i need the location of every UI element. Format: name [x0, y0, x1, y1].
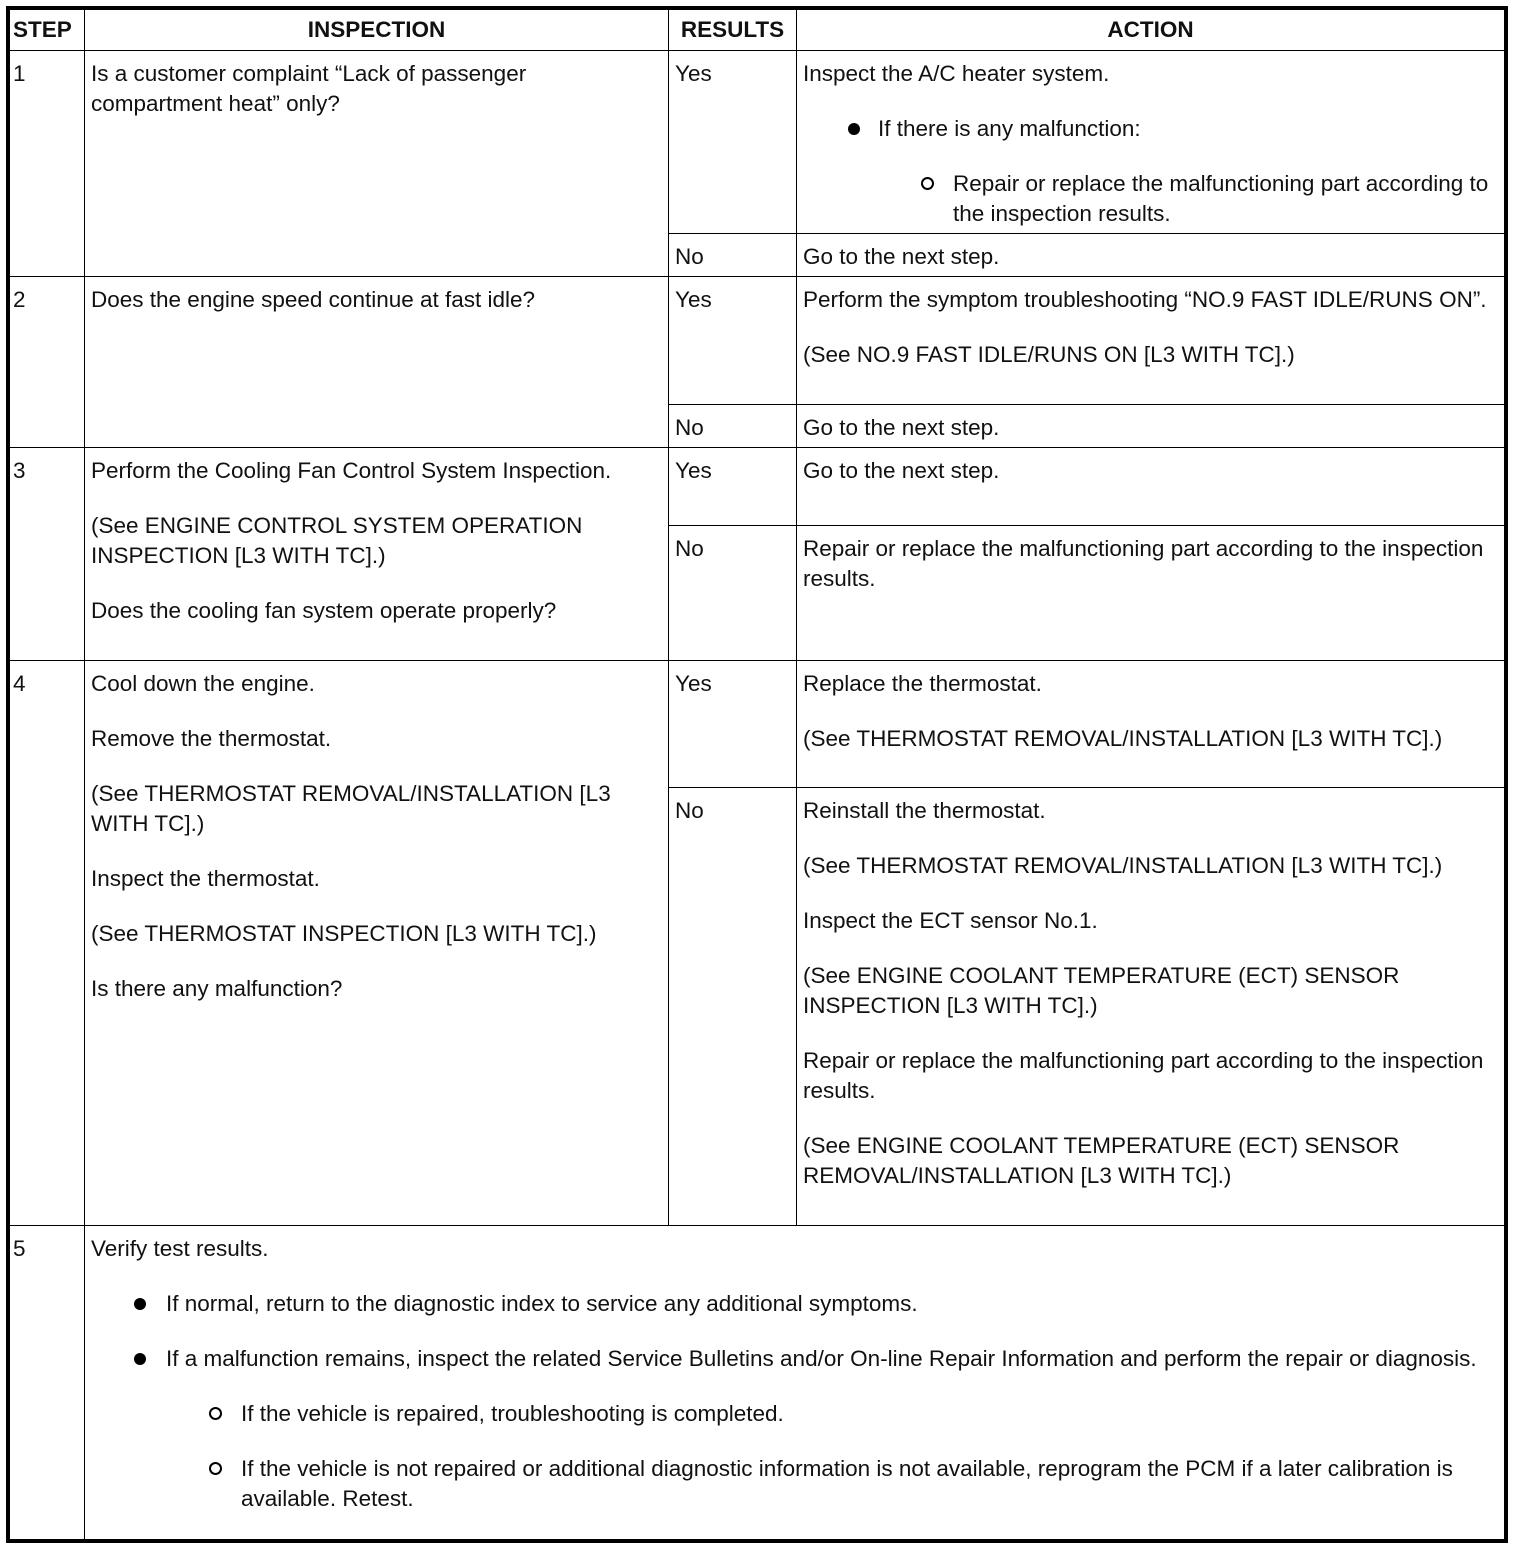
sub-bullet-text: If the vehicle is repaired, troubleshooting is completed.: [241, 1401, 784, 1426]
diagnostic-table-document: [6, 6, 1508, 1543]
result-no: No: [669, 234, 797, 277]
bullet-circle-icon: [921, 177, 934, 190]
action-text: Repair or replace the malfunctioning part according to the inspection results.: [803, 536, 1484, 591]
inspection-cell: [85, 277, 669, 448]
inspection-cell: [85, 51, 669, 277]
sub-bullet-text: If the vehicle is not repaired or additional diagnostic information is not available, reprogram the PCM if a later calibration is available. Retest.: [241, 1456, 1453, 1511]
action-text: Perform the symptom troubleshooting “NO.9 FAST IDLE/RUNS ON”.: [803, 287, 1487, 312]
action-text: Go to the next step.: [797, 234, 1505, 277]
table-row: [10, 661, 1505, 788]
inspection-text: Does the engine speed continue at fast idle?: [91, 287, 536, 312]
action-reference: (See THERMOSTAT REMOVAL/INSTALLATION [L3 WITH TC].): [803, 853, 1443, 878]
action-text: Go to the next step.: [803, 458, 1000, 483]
action-cell: [797, 448, 1505, 526]
bullet-circle-icon: [209, 1462, 222, 1475]
action-reference: (See ENGINE COOLANT TEMPERATURE (ECT) SENSOR REMOVAL/INSTALLATION [L3 WITH TC].): [803, 1133, 1400, 1188]
inspection-text: Inspect the thermostat.: [91, 866, 320, 891]
troubleshooting-table: [9, 9, 1505, 1540]
action-cell: [797, 277, 1505, 405]
step-number: 5: [10, 1226, 85, 1540]
bullet-text: If a malfunction remains, inspect the related Service Bulletins and/or On-line Repair Information and perform the repair or diagnosis.: [166, 1346, 1477, 1371]
bullet-item: [91, 1344, 1498, 1374]
result-yes: Yes: [669, 448, 797, 526]
header-action: ACTION: [797, 10, 1505, 51]
action-reference: (See ENGINE COOLANT TEMPERATURE (ECT) SENSOR INSPECTION [L3 WITH TC].): [803, 963, 1400, 1018]
action-cell: [797, 661, 1505, 788]
step-number: 4: [10, 661, 85, 1226]
bullet-text: If there is any malfunction:: [878, 116, 1141, 141]
action-text: Inspect the ECT sensor No.1.: [803, 908, 1098, 933]
inspection-question: Does the cooling fan system operate properly?: [91, 598, 557, 623]
bullet-item: [91, 1289, 1498, 1319]
action-text: Repair or replace the malfunctioning part according to the inspection results.: [803, 1048, 1484, 1103]
sub-bullet-item: [91, 1399, 1498, 1429]
result-no: No: [669, 405, 797, 448]
step-number: 2: [10, 277, 85, 448]
inspection-text: Remove the thermostat.: [91, 726, 332, 751]
result-yes: Yes: [669, 51, 797, 234]
bullet-dot-icon: [134, 1298, 146, 1310]
inspection-reference: (See THERMOSTAT REMOVAL/INSTALLATION [L3 WITH TC].): [91, 781, 611, 836]
inspection-reference: (See THERMOSTAT INSPECTION [L3 WITH TC].): [91, 921, 597, 946]
action-cell: [797, 788, 1505, 1226]
action-cell: [797, 526, 1505, 661]
action-reference: (See NO.9 FAST IDLE/RUNS ON [L3 WITH TC].): [803, 342, 1295, 367]
inspection-cell: [85, 448, 669, 661]
result-no: No: [669, 526, 797, 661]
inspection-reference: (See ENGINE CONTROL SYSTEM OPERATION INSPECTION [L3 WITH TC].): [91, 513, 583, 568]
header-step: STEP: [10, 10, 85, 51]
inspection-cell: [85, 661, 669, 1226]
action-text: Inspect the A/C heater system.: [803, 61, 1110, 86]
table-row: [10, 51, 1505, 234]
action-cell: [797, 51, 1505, 234]
header-inspection: INSPECTION: [85, 10, 669, 51]
table-row: [10, 448, 1505, 526]
header-row: [10, 10, 1505, 51]
table-row: [10, 1226, 1505, 1540]
bullet-item: [803, 114, 1498, 144]
result-no: No: [669, 788, 797, 1226]
action-text: Go to the next step.: [797, 405, 1505, 448]
result-yes: Yes: [669, 661, 797, 788]
inspection-question: Is there any malfunction?: [91, 976, 343, 1001]
inspection-text: Cool down the engine.: [91, 671, 315, 696]
header-results: RESULTS: [669, 10, 797, 51]
result-yes: Yes: [669, 277, 797, 405]
bullet-circle-icon: [209, 1407, 222, 1420]
table-row: [10, 277, 1505, 405]
bullet-dot-icon: [848, 123, 860, 135]
action-text: Reinstall the thermostat.: [803, 798, 1046, 823]
step-number: 3: [10, 448, 85, 661]
verify-text: Verify test results.: [91, 1236, 269, 1261]
sub-bullet-item: [803, 169, 1498, 229]
step-number: 1: [10, 51, 85, 277]
inspection-text: Is a customer complaint “Lack of passenger compartment heat” only?: [91, 61, 527, 116]
action-text: Replace the thermostat.: [803, 671, 1042, 696]
inspection-text: Perform the Cooling Fan Control System Inspection.: [91, 458, 612, 483]
sub-bullet-item: [91, 1454, 1498, 1514]
bullet-text: If normal, return to the diagnostic index to service any additional symptoms.: [166, 1291, 918, 1316]
action-reference: (See THERMOSTAT REMOVAL/INSTALLATION [L3 WITH TC].): [803, 726, 1443, 751]
sub-bullet-text: Repair or replace the malfunctioning part according to the inspection results.: [953, 171, 1489, 226]
bullet-dot-icon: [134, 1353, 146, 1365]
verify-cell: [85, 1226, 1505, 1540]
